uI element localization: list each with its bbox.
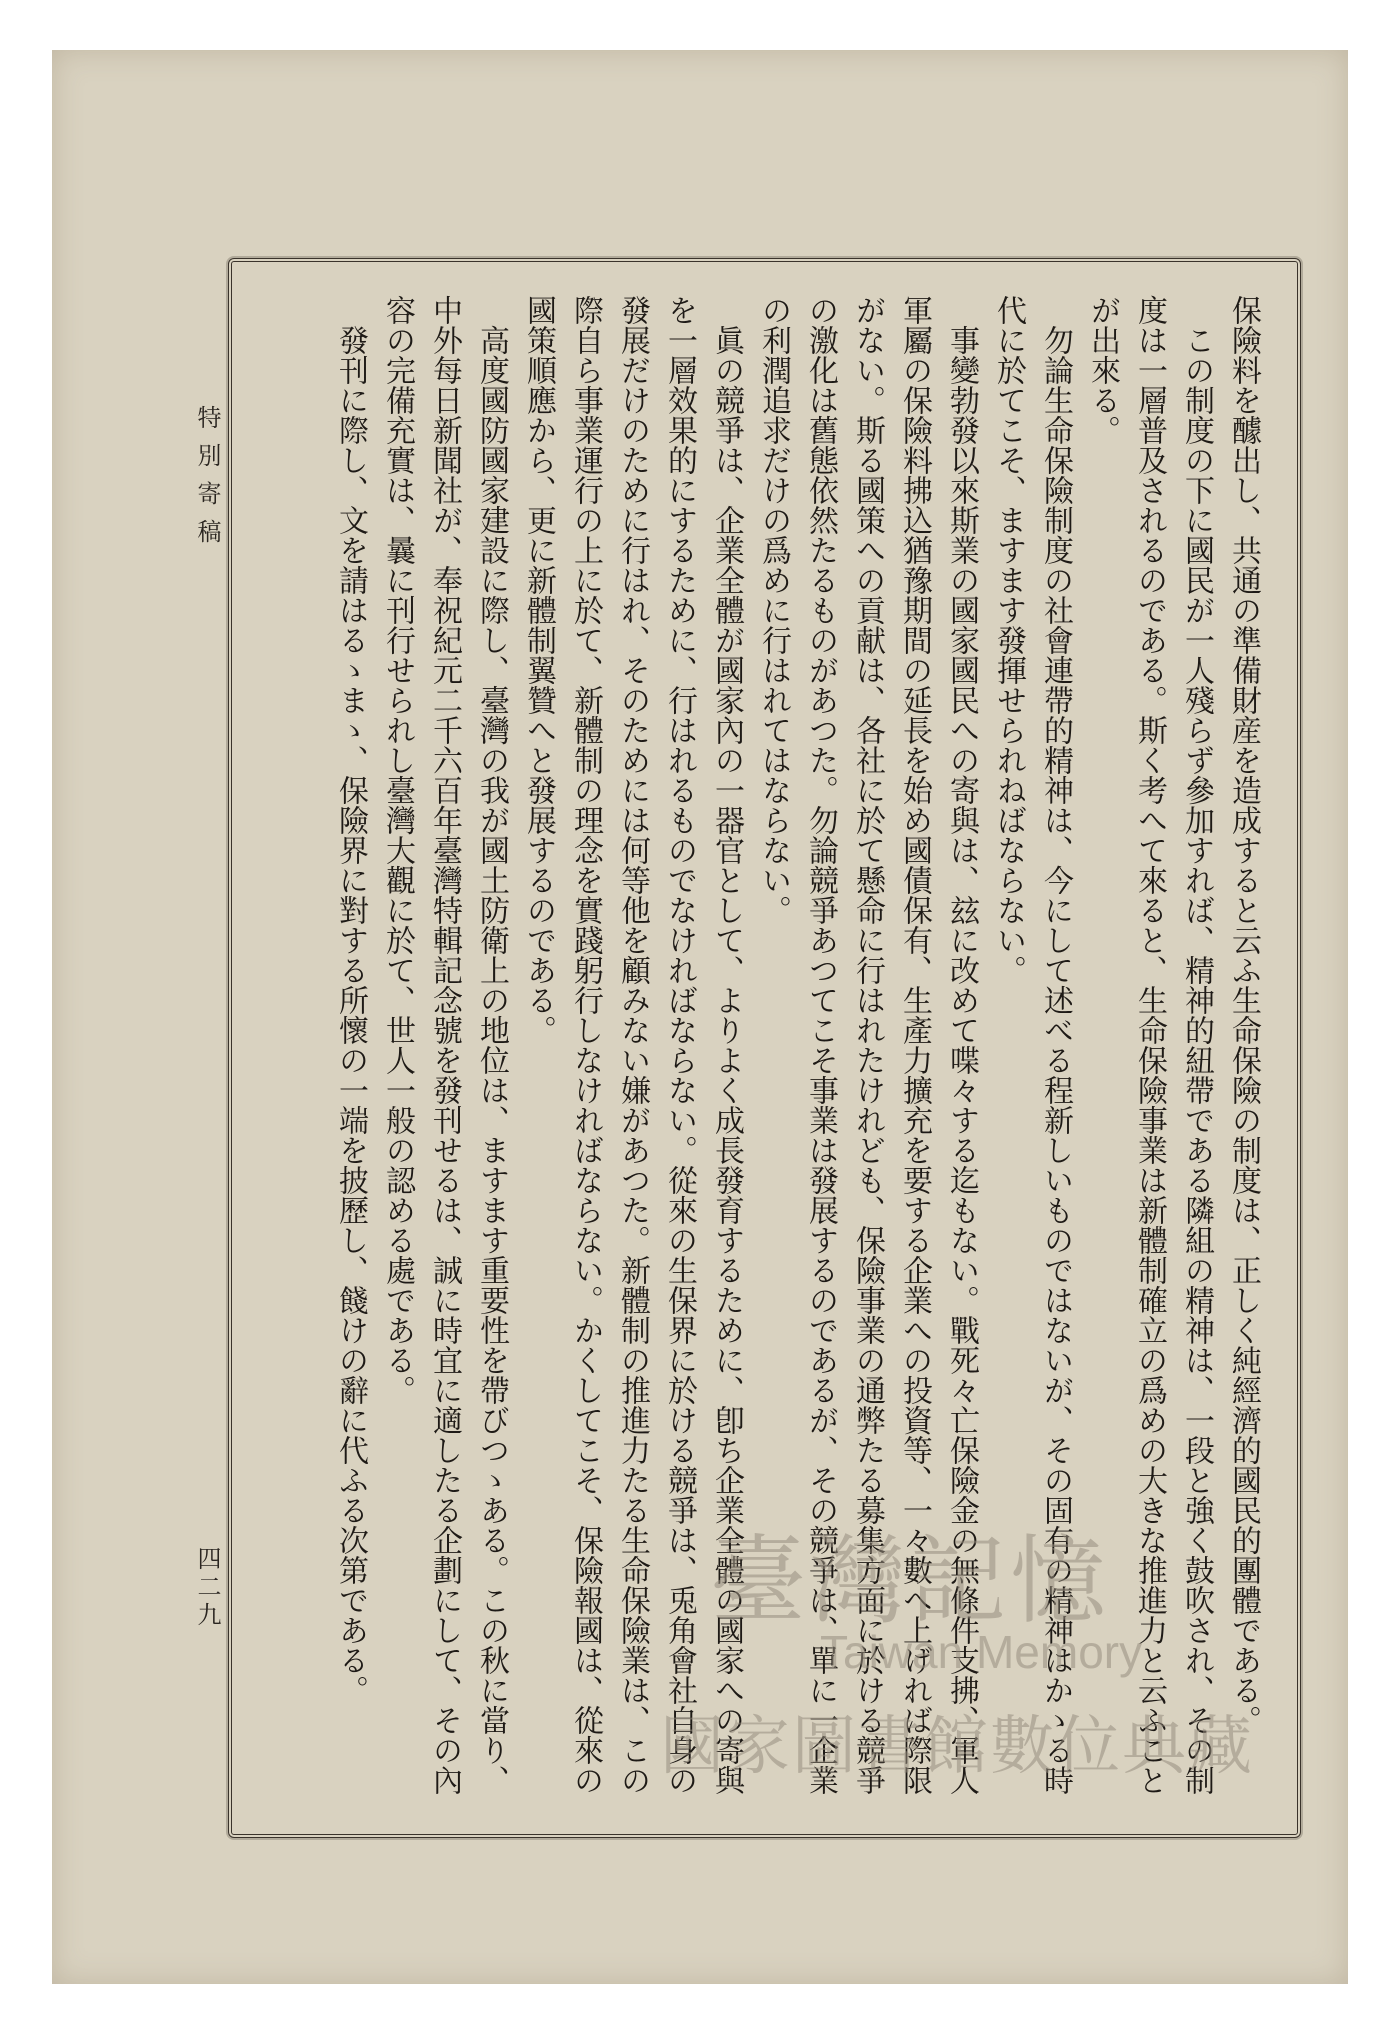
watermark-english: Taiwan Memory — [820, 1626, 1143, 1678]
section-header: 特別寄稿 — [193, 405, 221, 557]
paragraph: この制度の下に國民が一人殘らず參加すれば、精神的紐帶である隣組の精神は、一段と強く鼓吹され、その制度は一層普及されるのである。斯く考へて來ると、生命保險事業は新體制確立の爲めの大きな推進力と云ふことが出來る。 — [1085, 295, 1214, 1795]
paragraph: 眞の競爭は、企業全體が國家內の一器官として、よりよく成長發育するために、卽ち企業全體の國家への寄與を一層效果的にするために、行はれるものでなければならない。從來の生保界に於ける競爭は、兎角會社自身の發展だけのために行はれ、そのためには何等他を顧みない嫌があつた。新體制の推進力たる生命保險業は、この際自ら事業運行の上に於て、新體制の理念を實踐躬行しなければならない。かくしてこそ、保險報國は、從來の國策順應から、更に新體制翼贊へと發展するのである。 — [521, 295, 744, 1795]
paragraph: 事變勃發以來斯業の國家國民への寄與は、玆に改めて喋々する迄もない。戰死々亡保險金の無條件支拂、軍人軍屬の保險料拂込猶豫期間の延長を始め國債保有、生產力擴充を要する企業への投資等、一々數へ上げれば際限がない。斯る國策への貢献は、各社に於て懸命に行はれたけれども、保險事業の通弊たる募集方面に於ける競爭の激化は舊態依然たるものがあつた。勿論競爭あつてこそ事業は發展するのであるが、その競爭は、單に一企業の利潤追求だけの爲めに行はれてはならない。 — [756, 295, 979, 1795]
paragraph: 勿論生命保險制度の社會連帶的精神は、今にして述べる程新しいものではないが、その固有の精神はかゝる時代に於てこそ、ますます發揮せられねばならない。 — [991, 295, 1073, 1795]
paragraph: 高度國防國家建設に際し、臺灣の我が國土防衛上の地位は、ますます重要性を帶びつゝある。この秋に當り、中外每日新聞社が、奉祝紀元二千六百年臺灣特輯記念號を發刊せるは、誠に時宜に適したる企劃にして、その內容の完備充實は、曩に刊行せられし臺灣大觀に於て、世人一般の認める處である。 — [380, 295, 509, 1795]
paragraph: 發刊に際し、文を請はるゝまゝ、保險界に對する所懷の一端を披歷し、餞けの辭に代ふる次第である。 — [333, 325, 368, 1705]
paragraph: 保險料を醵出し、共通の準備財産を造成すると云ふ生命保險の制度は、正しく純經濟的國民的團體である。 — [1226, 295, 1261, 1735]
article-body — [255, 295, 1267, 1795]
page-number: 四二九 — [193, 1546, 221, 1630]
watermark-subtitle: 國家圖書館數位典藏 — [660, 1710, 1254, 1784]
watermark-title: 臺灣記憶 — [710, 1525, 1110, 1637]
